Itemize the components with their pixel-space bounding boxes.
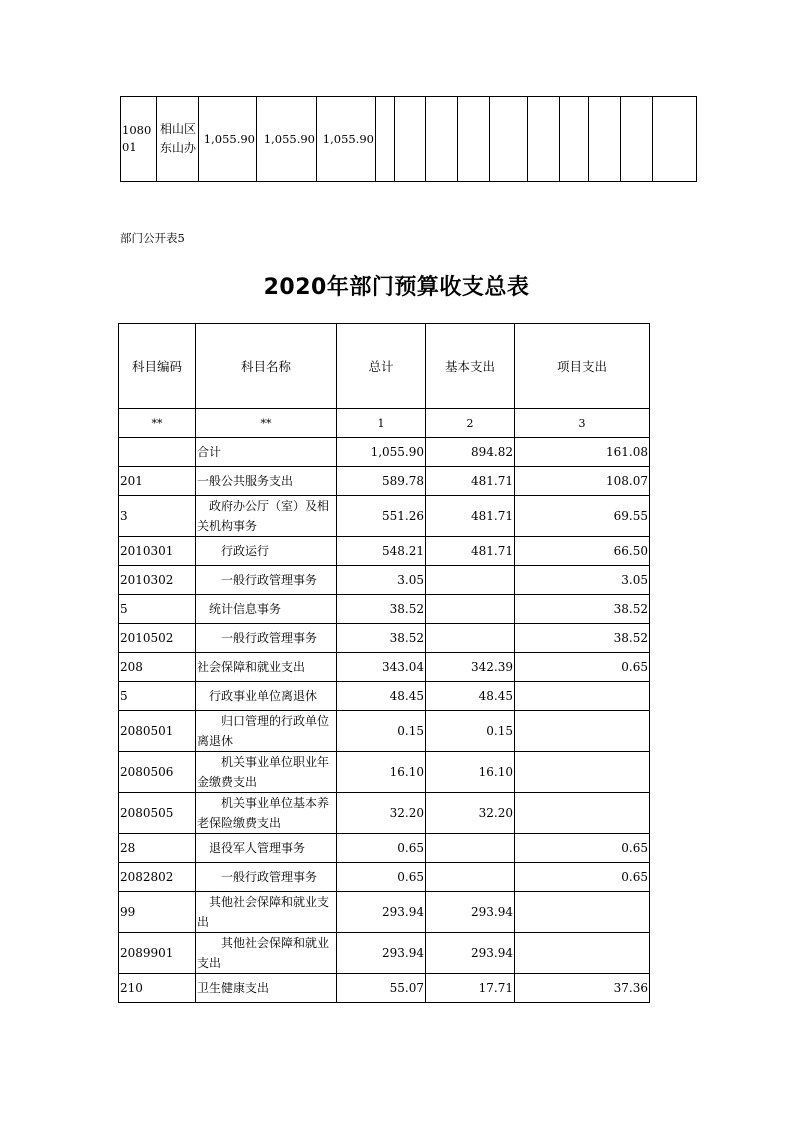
row-total: 0.15 xyxy=(337,711,426,752)
fragment-name: 相山区东山办 xyxy=(157,97,199,182)
row-name: 机关事业单位职业年金缴费支出 xyxy=(196,752,337,793)
index-cell: ** xyxy=(119,409,196,438)
row-total: 343.04 xyxy=(337,653,426,682)
table-row xyxy=(119,793,650,834)
table-row xyxy=(119,834,650,863)
fragment-empty-cell xyxy=(528,97,560,182)
row-name: 社会保障和就业支出 xyxy=(196,653,337,682)
row-basic: 293.94 xyxy=(426,892,515,933)
fragment-value: 1,055.90 xyxy=(257,97,317,182)
index-cell: 2 xyxy=(426,409,515,438)
row-basic xyxy=(426,566,515,595)
row-project xyxy=(515,711,650,752)
previous-table-fragment xyxy=(120,96,697,182)
row-code: 210 xyxy=(119,974,196,1003)
row-basic: 17.71 xyxy=(426,974,515,1003)
row-project: 3.05 xyxy=(515,566,650,595)
row-name: 合计 xyxy=(196,438,337,467)
header-row xyxy=(119,324,650,409)
row-name: 政府办公厅（室）及相关机构事务 xyxy=(196,496,337,537)
row-code: 2010302 xyxy=(119,566,196,595)
row-basic: 481.71 xyxy=(426,467,515,496)
row-name: 行政运行 xyxy=(196,537,337,566)
header-project: 项目支出 xyxy=(515,324,650,409)
row-name: 行政事业单位离退休 xyxy=(196,682,337,711)
row-project xyxy=(515,892,650,933)
table-row xyxy=(119,537,650,566)
row-code: 201 xyxy=(119,467,196,496)
row-basic xyxy=(426,863,515,892)
row-code: 2089901 xyxy=(119,933,196,974)
header-total: 总计 xyxy=(337,324,426,409)
fragment-empty-cell xyxy=(589,97,621,182)
row-project: 0.65 xyxy=(515,863,650,892)
row-basic: 894.82 xyxy=(426,438,515,467)
row-code: 99 xyxy=(119,892,196,933)
budget-summary-table xyxy=(118,323,650,1003)
fragment-code: 108001 xyxy=(121,97,157,182)
row-total: 293.94 xyxy=(337,933,426,974)
row-project: 66.50 xyxy=(515,537,650,566)
table-row xyxy=(119,933,650,974)
row-code: 208 xyxy=(119,653,196,682)
row-name: 一般行政管理事务 xyxy=(196,863,337,892)
table-caption: 部门公开表5 xyxy=(120,231,185,245)
fragment-value: 1,055.90 xyxy=(199,97,257,182)
row-basic: 481.71 xyxy=(426,496,515,537)
row-name: 其他社会保障和就业支出 xyxy=(196,933,337,974)
table-row xyxy=(119,892,650,933)
row-total: 0.65 xyxy=(337,834,426,863)
row-code: 2080505 xyxy=(119,793,196,834)
row-code: 2082802 xyxy=(119,863,196,892)
header-name: 科目名称 xyxy=(196,324,337,409)
row-total: 0.65 xyxy=(337,863,426,892)
row-total: 55.07 xyxy=(337,974,426,1003)
row-project: 108.07 xyxy=(515,467,650,496)
header-code: 科目编码 xyxy=(119,324,196,409)
row-basic: 48.45 xyxy=(426,682,515,711)
row-project xyxy=(515,793,650,834)
row-total: 16.10 xyxy=(337,752,426,793)
table-row xyxy=(119,595,650,624)
row-total: 548.21 xyxy=(337,537,426,566)
row-basic xyxy=(426,595,515,624)
fragment-empty-cell xyxy=(490,97,528,182)
row-name: 机关事业单位基本养老保险缴费支出 xyxy=(196,793,337,834)
row-name: 统计信息事务 xyxy=(196,595,337,624)
table-row xyxy=(119,624,650,653)
fragment-empty-cell xyxy=(560,97,589,182)
row-project xyxy=(515,933,650,974)
row-total: 32.20 xyxy=(337,793,426,834)
table-row xyxy=(119,467,650,496)
table-row xyxy=(119,496,650,537)
row-project: 37.36 xyxy=(515,974,650,1003)
row-total: 293.94 xyxy=(337,892,426,933)
row-code: 2080506 xyxy=(119,752,196,793)
row-name: 卫生健康支出 xyxy=(196,974,337,1003)
row-basic: 293.94 xyxy=(426,933,515,974)
row-basic xyxy=(426,624,515,653)
index-cell: 3 xyxy=(515,409,650,438)
fragment-value: 1,055.90 xyxy=(317,97,376,182)
fragment-empty-cell xyxy=(395,97,426,182)
table-row xyxy=(119,566,650,595)
row-total: 1,055.90 xyxy=(337,438,426,467)
fragment-row xyxy=(121,97,697,182)
row-project: 38.52 xyxy=(515,624,650,653)
header-basic: 基本支出 xyxy=(426,324,515,409)
row-code xyxy=(119,438,196,467)
row-name: 一般公共服务支出 xyxy=(196,467,337,496)
row-basic xyxy=(426,834,515,863)
row-code: 2010301 xyxy=(119,537,196,566)
row-name: 归口管理的行政单位离退休 xyxy=(196,711,337,752)
index-cell: 1 xyxy=(337,409,426,438)
row-project: 38.52 xyxy=(515,595,650,624)
row-code: 3 xyxy=(119,496,196,537)
table-row xyxy=(119,863,650,892)
table-row xyxy=(119,653,650,682)
row-total: 48.45 xyxy=(337,682,426,711)
index-row xyxy=(119,409,650,438)
fragment-empty-cell xyxy=(458,97,490,182)
row-basic: 342.39 xyxy=(426,653,515,682)
row-basic: 0.15 xyxy=(426,711,515,752)
row-total: 38.52 xyxy=(337,595,426,624)
row-code: 2010502 xyxy=(119,624,196,653)
row-basic: 481.71 xyxy=(426,537,515,566)
row-basic: 16.10 xyxy=(426,752,515,793)
row-code: 2080501 xyxy=(119,711,196,752)
row-project xyxy=(515,752,650,793)
table-row xyxy=(119,974,650,1003)
row-name: 一般行政管理事务 xyxy=(196,566,337,595)
row-project: 0.65 xyxy=(515,653,650,682)
table-row xyxy=(119,752,650,793)
row-project: 0.65 xyxy=(515,834,650,863)
row-code: 5 xyxy=(119,682,196,711)
table-row xyxy=(119,711,650,752)
row-basic: 32.20 xyxy=(426,793,515,834)
fragment-empty-cell xyxy=(621,97,653,182)
row-code: 5 xyxy=(119,595,196,624)
row-project: 69.55 xyxy=(515,496,650,537)
row-name: 一般行政管理事务 xyxy=(196,624,337,653)
row-name: 其他社会保障和就业支出 xyxy=(196,892,337,933)
row-project: 161.08 xyxy=(515,438,650,467)
fragment-empty-cell xyxy=(376,97,395,182)
row-total: 551.26 xyxy=(337,496,426,537)
table-row xyxy=(119,438,650,467)
fragment-empty-cell xyxy=(653,97,697,182)
table-row xyxy=(119,682,650,711)
row-project xyxy=(515,682,650,711)
row-name: 退役军人管理事务 xyxy=(196,834,337,863)
fragment-empty-cell xyxy=(426,97,458,182)
row-total: 38.52 xyxy=(337,624,426,653)
row-total: 589.78 xyxy=(337,467,426,496)
index-cell: ** xyxy=(196,409,337,438)
row-total: 3.05 xyxy=(337,566,426,595)
row-code: 28 xyxy=(119,834,196,863)
page-title: 2020年部门预算收支总表 xyxy=(263,275,530,300)
